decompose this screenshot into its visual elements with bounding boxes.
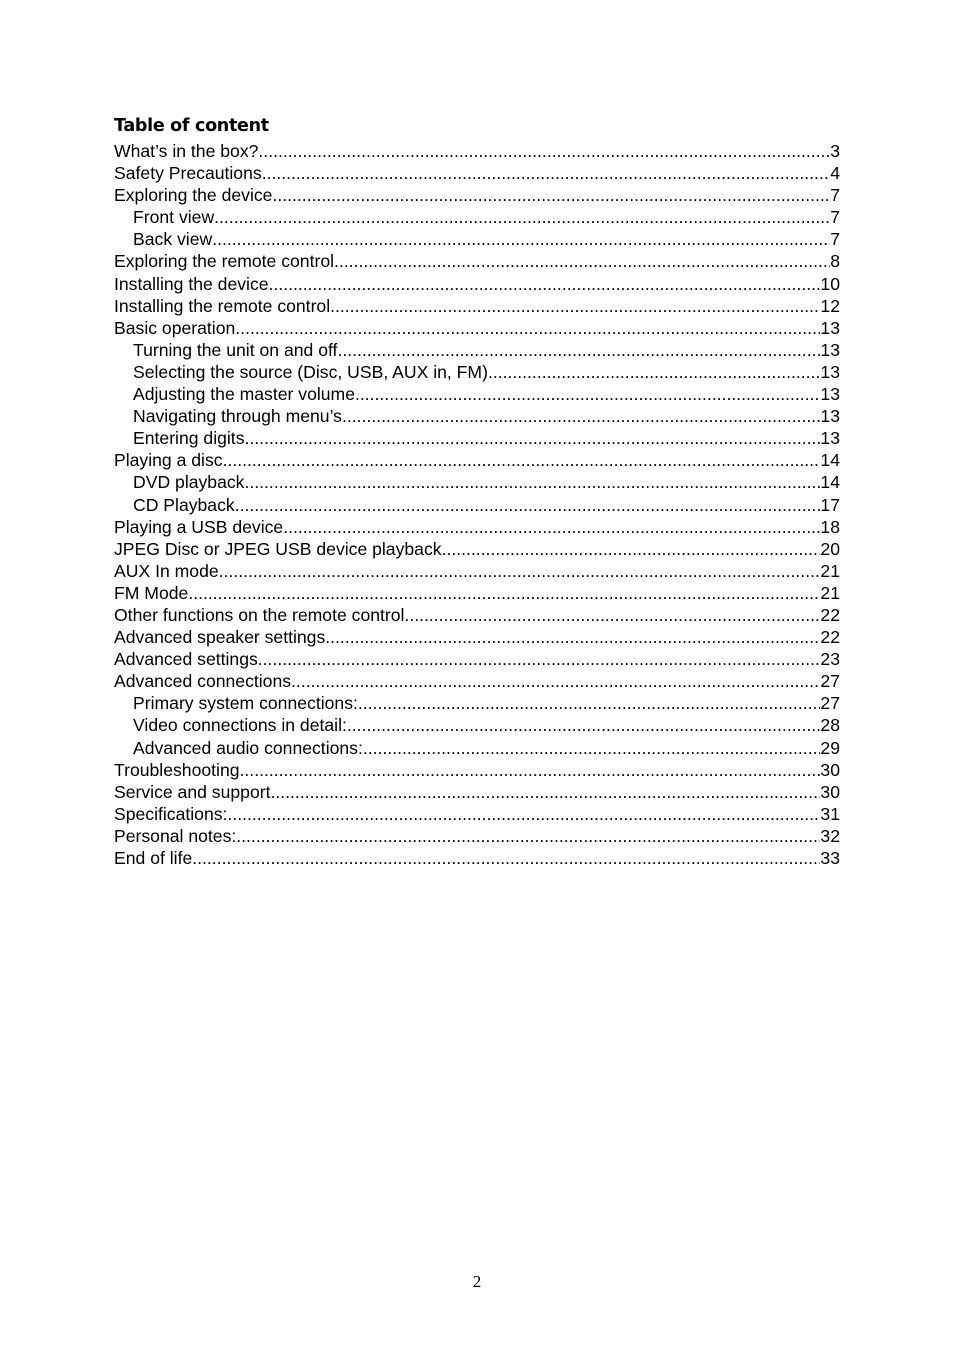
toc-entry[interactable]: [114, 604, 840, 626]
toc-entry-page-number: 30: [820, 759, 840, 780]
toc-entry-page-number: 32: [820, 825, 840, 846]
dot-leader: [258, 140, 830, 162]
toc-entry[interactable]: [114, 538, 840, 560]
toc-entry-page-number: 27: [820, 693, 840, 714]
dot-leader: [192, 847, 820, 869]
toc-entry-page-number: 17: [820, 494, 840, 515]
toc-entry-label: Playing a disc: [114, 450, 223, 471]
toc-entry-label: JPEG Disc or JPEG USB device playback: [114, 538, 442, 559]
dot-leader: [236, 825, 820, 847]
dot-leader: [262, 162, 831, 184]
toc-entry-page-number: 21: [820, 560, 840, 581]
dot-leader: [235, 494, 821, 516]
toc-entry-label: Personal notes:: [114, 825, 237, 846]
toc-entry-label: Exploring the device: [114, 185, 273, 206]
toc-entry-page-number: 7: [830, 185, 840, 206]
toc-entry[interactable]: [114, 803, 840, 825]
toc-entry-page-number: 7: [830, 229, 840, 250]
toc-entry[interactable]: [114, 273, 840, 295]
toc-entry-label: Installing the remote control: [114, 295, 331, 316]
toc-entry-page-number: 14: [820, 472, 840, 493]
toc-entry[interactable]: [114, 825, 840, 847]
dot-leader: [219, 560, 821, 582]
toc-entry-label: Advanced speaker settings: [114, 627, 326, 648]
toc-entry-page-number: 31: [820, 803, 840, 824]
toc-entry-label: Installing the device: [114, 273, 269, 294]
toc-entry[interactable]: [114, 648, 840, 670]
toc-entry[interactable]: [114, 692, 840, 714]
dot-leader: [358, 692, 821, 714]
toc-entry[interactable]: [114, 714, 840, 736]
toc-entry-page-number: 18: [820, 516, 840, 537]
dot-leader: [188, 582, 820, 604]
toc-entry-label: DVD playback: [133, 472, 245, 493]
toc-entry-page-number: 22: [820, 604, 840, 625]
toc-entry-label: Selecting the source (Disc, USB, AUX in, FM): [133, 361, 488, 382]
toc-entry[interactable]: [114, 405, 840, 427]
toc-entry-label: Back view: [133, 229, 213, 250]
toc-entry-label: Adjusting the master volume: [133, 384, 355, 405]
toc-entry[interactable]: [114, 162, 840, 184]
toc-entry-label: Navigating through menu’s: [133, 406, 342, 427]
page-number: 2: [472, 1272, 482, 1291]
toc-entry-label: Advanced settings: [114, 649, 258, 670]
toc-entry-page-number: 13: [820, 339, 840, 360]
toc-entry[interactable]: [114, 184, 840, 206]
toc-entry[interactable]: [114, 339, 840, 361]
dot-leader: [269, 273, 821, 295]
toc-entry-label: FM Mode: [114, 582, 189, 603]
toc-entry-page-number: 13: [820, 384, 840, 405]
toc-entry[interactable]: [114, 516, 840, 538]
toc-entry-page-number: 4: [830, 163, 840, 184]
dot-leader: [291, 670, 820, 692]
toc-entry-label: Front view: [133, 207, 215, 228]
toc-entry[interactable]: [114, 670, 840, 692]
toc-entry-page-number: 3: [830, 141, 840, 161]
toc-entry[interactable]: [114, 781, 840, 803]
dot-leader: [330, 295, 820, 317]
toc-entry-label: Safety Precautions: [114, 163, 262, 184]
toc-entry-label: Service and support: [114, 781, 271, 802]
dot-leader: [283, 516, 820, 538]
toc-entry-label: Advanced audio connections:: [133, 737, 363, 758]
toc-entry-page-number: 13: [820, 406, 840, 427]
toc-entry[interactable]: [114, 383, 840, 405]
dot-leader: [355, 383, 820, 405]
dot-leader: [212, 228, 830, 250]
toc-entry[interactable]: [114, 737, 840, 759]
toc-entry-page-number: 10: [820, 273, 840, 294]
toc-entry[interactable]: [114, 449, 840, 471]
toc-entry[interactable]: [114, 140, 840, 162]
toc-entry-page-number: 13: [820, 361, 840, 382]
toc-entry-label: Other functions on the remote control: [114, 604, 405, 625]
toc-entry-label: Turning the unit on and off: [133, 339, 338, 360]
dot-leader: [272, 184, 830, 206]
dot-leader: [347, 714, 821, 736]
toc-entry[interactable]: [114, 847, 840, 869]
toc-entry[interactable]: [114, 582, 840, 604]
toc-list: [114, 140, 840, 869]
dot-leader: [235, 317, 820, 339]
toc-entry[interactable]: [114, 361, 840, 383]
dot-leader: [227, 803, 820, 825]
toc-entry-label: What’s in the box?: [114, 141, 259, 161]
toc-entry-label: AUX In mode: [114, 560, 219, 581]
dot-leader: [244, 471, 820, 493]
toc-entry-page-number: 13: [820, 428, 840, 449]
toc-entry-page-number: 12: [820, 295, 840, 316]
toc-entry-page-number: 20: [820, 538, 840, 559]
toc-entry[interactable]: [114, 206, 840, 228]
toc-entry-page-number: 33: [820, 848, 840, 868]
toc-entry-label: End of life: [114, 848, 193, 868]
toc-entry[interactable]: [114, 494, 840, 516]
toc-entry[interactable]: [114, 759, 840, 781]
toc-entry-page-number: 21: [820, 582, 840, 603]
toc-entry[interactable]: [114, 228, 840, 250]
toc-entry-page-number: 27: [820, 671, 840, 692]
toc-entry-page-number: 8: [830, 251, 840, 272]
dot-leader: [488, 361, 820, 383]
dot-leader: [245, 427, 821, 449]
dot-leader: [214, 206, 830, 228]
toc-entry-page-number: 22: [820, 627, 840, 648]
dot-leader: [258, 648, 821, 670]
toc-entry[interactable]: [114, 295, 840, 317]
dot-leader: [442, 538, 821, 560]
toc-entry-label: Advanced connections: [114, 671, 292, 692]
toc-entry-label: Primary system connections:: [133, 693, 358, 714]
dot-leader: [342, 405, 820, 427]
toc-entry-label: Specifications:: [114, 803, 228, 824]
toc-entry-label: Troubleshooting: [114, 759, 240, 780]
toc-entry-page-number: 13: [820, 317, 840, 338]
dot-leader: [363, 737, 821, 759]
toc-entry-label: Playing a USB device: [114, 516, 284, 537]
toc-title: Table of content: [114, 116, 269, 136]
toc-entry[interactable]: [114, 427, 840, 449]
dot-leader: [325, 626, 820, 648]
toc-entry-page-number: 28: [820, 715, 840, 736]
dot-leader: [270, 781, 820, 803]
dot-leader: [223, 449, 821, 471]
toc-entry-label: Entering digits: [133, 428, 245, 449]
toc-entry-label: Basic operation: [114, 317, 236, 338]
dot-leader: [240, 759, 821, 781]
toc-entry[interactable]: [114, 250, 840, 272]
dot-leader: [334, 250, 830, 272]
toc-entry-page-number: 30: [820, 781, 840, 802]
toc-entry-label: CD Playback: [133, 494, 235, 515]
toc-entry[interactable]: [114, 471, 840, 493]
toc-entry[interactable]: [114, 317, 840, 339]
toc-entry-label: Exploring the remote control: [114, 251, 335, 272]
toc-entry-page-number: 23: [820, 649, 840, 670]
toc-entry[interactable]: [114, 626, 840, 648]
toc-entry-page-number: 14: [820, 450, 840, 471]
dot-leader: [404, 604, 820, 626]
toc-entry-label: Video connections in detail:: [133, 715, 347, 736]
toc-entry[interactable]: [114, 560, 840, 582]
dot-leader: [337, 339, 820, 361]
toc-entry-page-number: 29: [820, 737, 840, 758]
toc-entry-page-number: 7: [830, 207, 840, 228]
